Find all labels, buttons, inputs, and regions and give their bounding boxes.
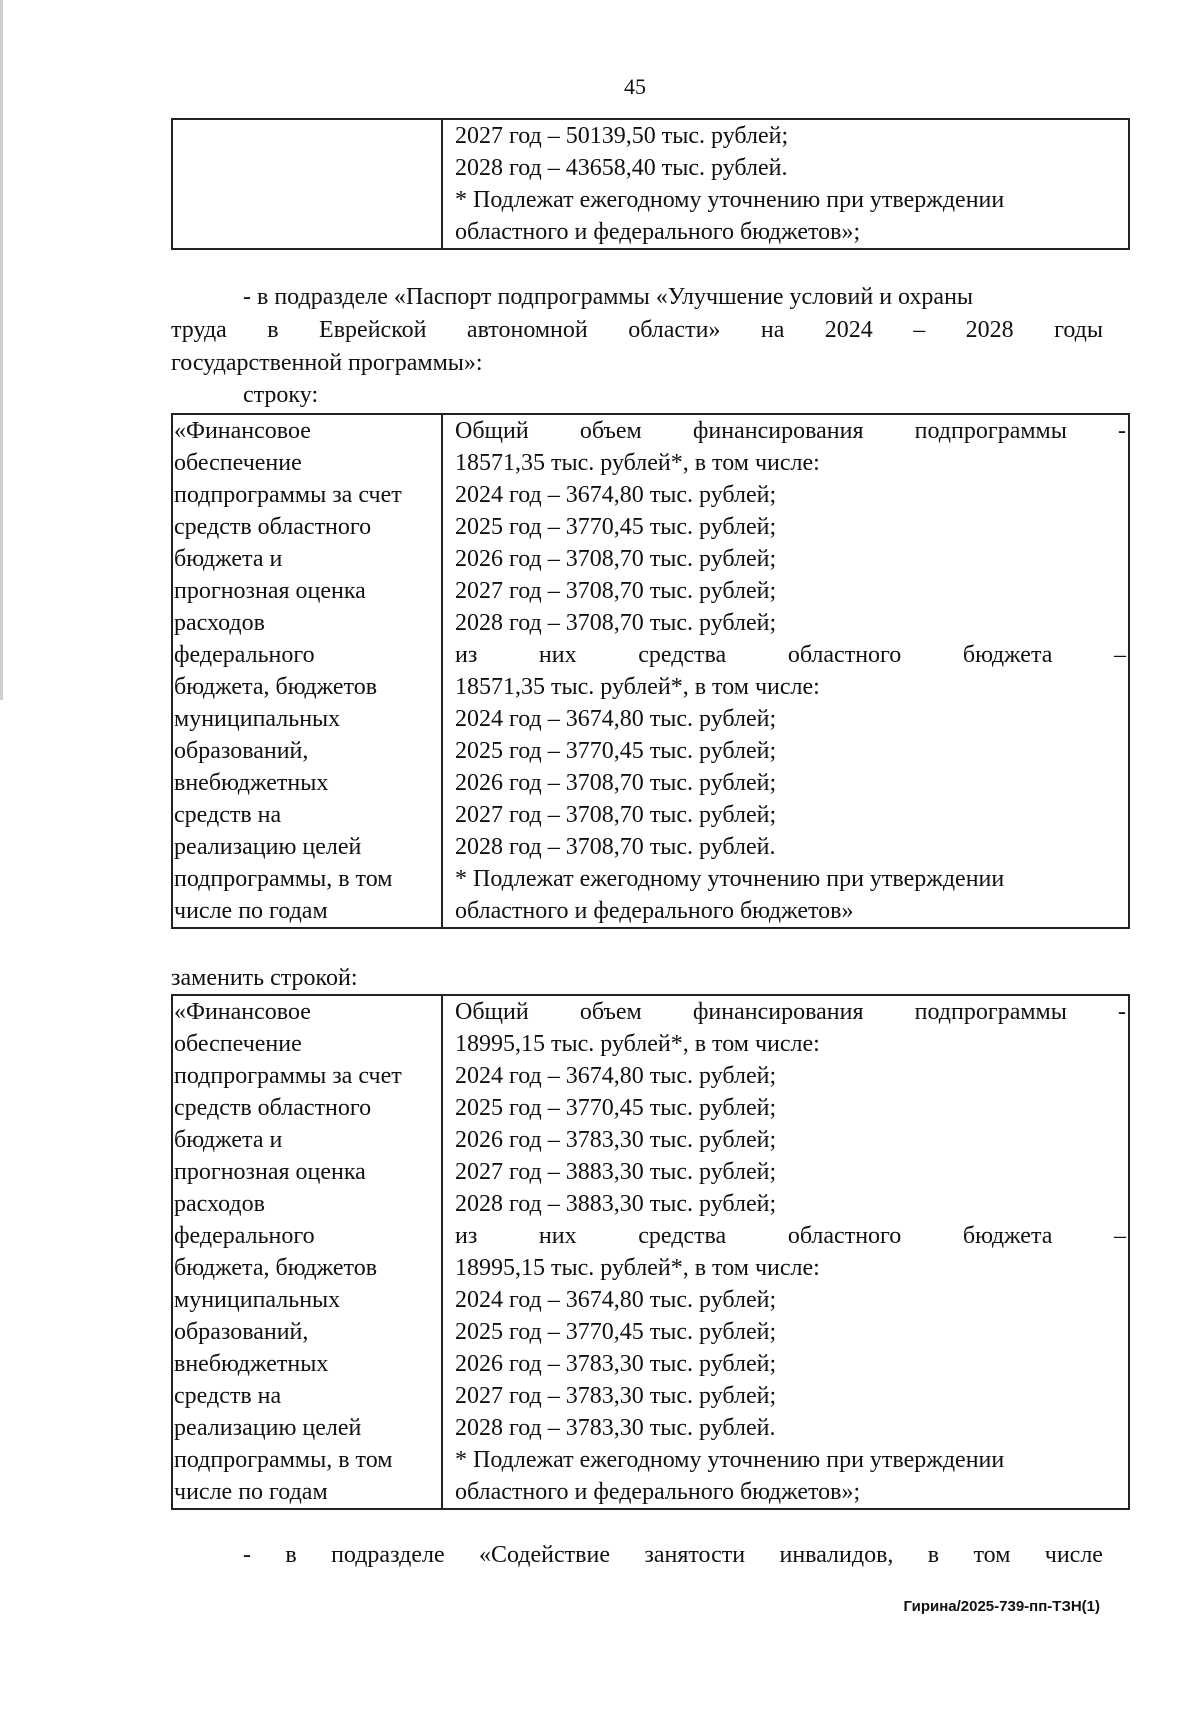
year-line: 2027 год – 3708,70 тыс. рублей; — [455, 578, 777, 604]
left-line: реализацию целей — [174, 834, 362, 860]
year-line: 2026 год – 3708,70 тыс. рублей; — [455, 546, 777, 572]
text-line: * Подлежат ежегодному уточнению при утверждении — [455, 187, 1005, 213]
word: - — [243, 1542, 251, 1568]
year-line: 2027 год – 3883,30 тыс. рублей; — [455, 1159, 777, 1185]
left-line: средств на — [174, 802, 282, 828]
left-line: обеспечение — [174, 450, 302, 476]
word: Общий — [455, 999, 529, 1025]
left-line: прогнозная оценка — [174, 1159, 366, 1185]
left-line: образований, — [174, 738, 309, 764]
left-line: реализацию целей — [174, 1415, 362, 1441]
sub-head-line — [443, 639, 1128, 671]
left-line: средств областного — [174, 1095, 372, 1121]
left-line: средств на — [174, 1383, 282, 1409]
new-table-right-cell — [442, 995, 1129, 1509]
sub-head-line — [443, 1220, 1128, 1252]
text-line: областного и федерального бюджетов»; — [455, 219, 861, 245]
head-line — [443, 415, 1128, 447]
new-table — [171, 994, 1130, 1510]
text-line: 2027 год – 50139,50 тыс. рублей; — [455, 123, 789, 149]
total-line: 18571,35 тыс. рублей*, в том числе: — [455, 450, 820, 476]
old-table-right-cell — [442, 414, 1129, 928]
page-number: 45 — [624, 74, 646, 99]
word: Еврейской — [319, 317, 427, 343]
year-line: 2026 год – 3783,30 тыс. рублей; — [455, 1127, 777, 1153]
year-line: 2024 год – 3674,80 тыс. рублей; — [455, 1063, 777, 1089]
word: подпрограммы — [914, 999, 1067, 1025]
word: автономной — [466, 317, 588, 343]
left-line: подпрограммы за счет — [174, 1063, 402, 1089]
left-line: муниципальных — [174, 1287, 341, 1313]
top-table-left-cell — [172, 119, 442, 249]
sub-year-line: 2027 год – 3783,30 тыс. рублей; — [455, 1383, 777, 1409]
word: в — [927, 1542, 940, 1568]
scan-edge — [0, 0, 3, 700]
word: области» — [628, 317, 721, 343]
note-line: областного и федерального бюджетов» — [455, 898, 854, 924]
left-line: расходов — [174, 1191, 265, 1217]
word: на — [760, 317, 785, 343]
para1-line1: - в подразделе «Паспорт подпрограммы «Улучшение условий и охраны — [243, 284, 974, 310]
year-line: 2025 год – 3770,45 тыс. рублей; — [455, 514, 777, 540]
word: 2024 — [824, 317, 873, 343]
word: средства — [638, 1223, 727, 1249]
left-line: подпрограммы, в том — [174, 1447, 393, 1473]
left-line: федерального — [174, 1223, 315, 1249]
word: подразделе — [331, 1542, 445, 1568]
word: – — [1113, 1223, 1126, 1249]
sub-year-line: 2025 год – 3770,45 тыс. рублей; — [455, 738, 777, 764]
left-line: «Финансовое — [174, 418, 311, 444]
sub-year-line: 2024 год – 3674,80 тыс. рублей; — [455, 1287, 777, 1313]
label-row: строку: — [243, 382, 319, 408]
word: числе — [1044, 1542, 1103, 1568]
year-line: 2025 год – 3770,45 тыс. рублей; — [455, 1095, 777, 1121]
sub-year-line: 2024 год – 3674,80 тыс. рублей; — [455, 706, 777, 732]
year-line: 2024 год – 3674,80 тыс. рублей; — [455, 482, 777, 508]
para2-line — [243, 1539, 1103, 1571]
word: «Содействие — [478, 1542, 610, 1568]
label-replace: заменить строкой: — [171, 965, 358, 991]
para1-line3: государственной программы»: — [171, 350, 483, 376]
new-table-left-cell — [172, 995, 442, 1509]
old-table-left-cell — [172, 414, 442, 928]
old-table — [171, 413, 1130, 929]
left-line: бюджета и — [174, 1127, 283, 1153]
word: объем — [579, 999, 642, 1025]
word: них — [538, 1223, 577, 1249]
word: в — [285, 1542, 297, 1568]
left-line: числе по годам — [174, 898, 328, 924]
word: – — [913, 317, 926, 343]
left-line: бюджета, бюджетов — [174, 1255, 378, 1281]
word: – — [1113, 642, 1126, 668]
word: бюджета — [962, 642, 1053, 668]
left-line: средств областного — [174, 514, 372, 540]
year-line: 2028 год – 3708,70 тыс. рублей; — [455, 610, 777, 636]
word: годы — [1054, 317, 1103, 343]
word: бюджета — [962, 1223, 1053, 1249]
left-line: бюджета, бюджетов — [174, 674, 378, 700]
sub-year-line: 2028 год – 3783,30 тыс. рублей. — [455, 1415, 776, 1441]
head-line — [443, 996, 1128, 1028]
word: из — [455, 642, 478, 668]
word: - — [1117, 999, 1126, 1025]
left-line: федерального — [174, 642, 315, 668]
word: Общий — [455, 418, 529, 444]
text-line: 2028 год – 43658,40 тыс. рублей. — [455, 155, 788, 181]
word: том — [973, 1542, 1011, 1568]
word: труда — [171, 317, 227, 343]
total-line: 18995,15 тыс. рублей*, в том числе: — [455, 1031, 820, 1057]
word: них — [538, 642, 577, 668]
sub-year-line: 2025 год – 3770,45 тыс. рублей; — [455, 1319, 777, 1345]
left-line: бюджета и — [174, 546, 283, 572]
top-table — [171, 118, 1130, 250]
sub-total-line: 18995,15 тыс. рублей*, в том числе: — [455, 1255, 820, 1281]
left-line: внебюджетных — [174, 770, 329, 796]
word: занятости — [644, 1542, 746, 1568]
word: 2028 — [965, 317, 1014, 343]
year-line: 2028 год – 3883,30 тыс. рублей; — [455, 1191, 777, 1217]
word: объем — [579, 418, 642, 444]
word: инвалидов, — [779, 1542, 894, 1568]
sub-year-line: 2027 год – 3708,70 тыс. рублей; — [455, 802, 777, 828]
left-line: обеспечение — [174, 1031, 302, 1057]
word: областного — [787, 642, 902, 668]
sub-year-line: 2026 год – 3708,70 тыс. рублей; — [455, 770, 777, 796]
word: из — [455, 1223, 478, 1249]
note-line: * Подлежат ежегодному уточнению при утверждении — [455, 1447, 1005, 1473]
top-table-right-cell — [442, 119, 1129, 249]
word: в — [267, 317, 279, 343]
word: подпрограммы — [914, 418, 1067, 444]
left-line: прогнозная оценка — [174, 578, 366, 604]
word: финансирования — [692, 999, 864, 1025]
sub-year-line: 2026 год – 3783,30 тыс. рублей; — [455, 1351, 777, 1377]
word: областного — [787, 1223, 902, 1249]
left-line: расходов — [174, 610, 265, 636]
left-line: подпрограммы, в том — [174, 866, 393, 892]
left-line: подпрограммы за счет — [174, 482, 402, 508]
word: средства — [638, 642, 727, 668]
sub-year-line: 2028 год – 3708,70 тыс. рублей. — [455, 834, 776, 860]
para1-line2 — [171, 314, 1103, 346]
left-line: «Финансовое — [174, 999, 311, 1025]
left-line: образований, — [174, 1319, 309, 1345]
document-code: Гирина/2025-739-пп-ТЗН(1) — [903, 1598, 1100, 1615]
left-line: числе по годам — [174, 1479, 328, 1505]
sub-total-line: 18571,35 тыс. рублей*, в том числе: — [455, 674, 820, 700]
note-line: * Подлежат ежегодному уточнению при утверждении — [455, 866, 1005, 892]
note-line: областного и федерального бюджетов»; — [455, 1479, 861, 1505]
left-line: внебюджетных — [174, 1351, 329, 1377]
word: финансирования — [692, 418, 864, 444]
word: - — [1117, 418, 1126, 444]
left-line: муниципальных — [174, 706, 341, 732]
